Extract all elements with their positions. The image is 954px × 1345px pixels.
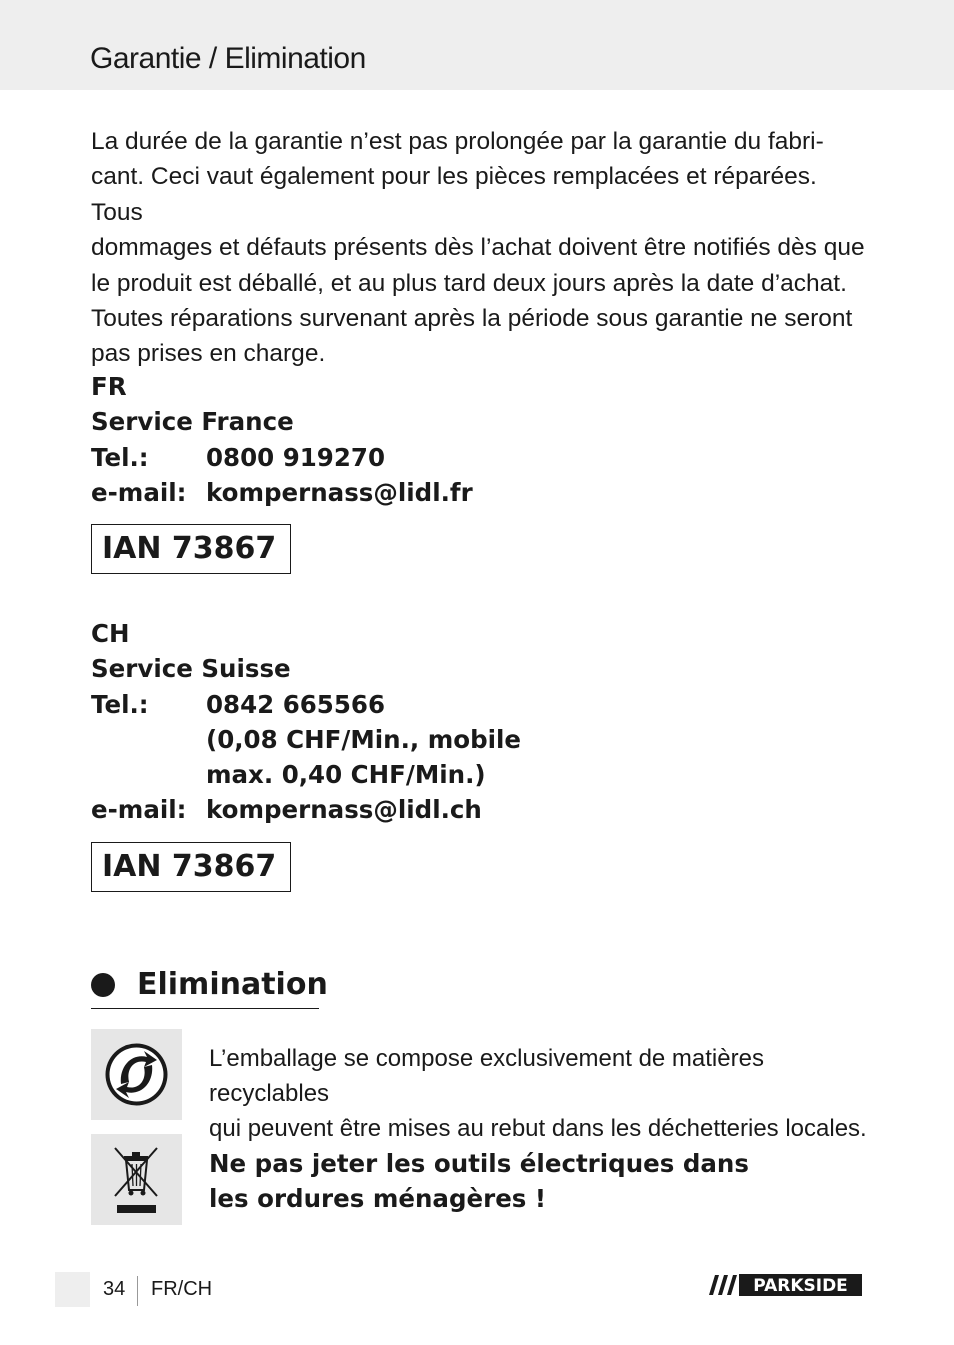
email-address: kompernass@lidl.ch [206, 795, 482, 825]
service-tel-row [91, 687, 521, 722]
paragraph-line: pas prises en charge. [91, 340, 326, 368]
email-label: e-mail: [91, 477, 187, 507]
tel-note: (0,08 CHF/Min., mobile [206, 724, 522, 754]
tel-number: 0800 919270 [206, 442, 386, 472]
page-number: 34 [103, 1278, 126, 1300]
ian-box: IAN 73867 [91, 524, 291, 574]
crossed-bin-icon [91, 1134, 182, 1225]
email-address: kompernass@lidl.fr [206, 477, 473, 507]
footer-marker [55, 1272, 90, 1307]
service-suisse-block [91, 616, 521, 828]
service-name: Service Suisse [91, 654, 291, 684]
tel-number: 0842 665566 [206, 689, 386, 719]
service-email-row [91, 792, 521, 827]
paragraph-line: La durée de la garantie n’est pas prolongée par la garantie du fabri- [91, 128, 824, 155]
service-name: Service France [91, 407, 294, 437]
service-email-row [91, 475, 473, 510]
ian-box: IAN 73867 [91, 842, 291, 892]
service-country: CH [91, 619, 130, 648]
paragraph-line: les ordures ménagères ! [209, 1184, 547, 1213]
green-dot-recycling-icon [91, 1029, 182, 1120]
recycling-icon-box [91, 1029, 182, 1120]
paragraph-line: le produit est déballé, et au plus tard deux jours après la date d’achat. [91, 269, 847, 297]
footer-divider [137, 1276, 138, 1306]
paragraph-line: Ne pas jeter les outils électriques dans [209, 1149, 749, 1178]
tel-label: Tel.: [91, 689, 149, 719]
brand-name: PARKSIDE [753, 1276, 848, 1296]
page-title: Garantie / Elimination [90, 42, 366, 75]
paragraph-line: Toutes réparations survenant après la période sous garantie ne seront [91, 305, 853, 333]
disposal-warning [209, 1146, 829, 1216]
packaging-text [209, 1041, 879, 1146]
service-tel-row [91, 440, 473, 475]
service-france-block [91, 369, 473, 510]
paragraph-line: qui peuvent être mises au rebut dans les déchetteries locales. [209, 1115, 867, 1142]
paragraph-line: cant. Ceci vaut également pour les pièces remplacées et réparées. Tous [91, 163, 817, 226]
service-tel-note-row [91, 722, 521, 757]
service-country: FR [91, 372, 127, 401]
parkside-logo [706, 1273, 864, 1297]
paragraph-line: L’emballage se compose exclusivement de matières recyclables [209, 1045, 764, 1107]
elimination-heading [91, 964, 328, 1009]
bullet-icon [91, 973, 115, 997]
footer-language: FR/CH [151, 1278, 213, 1300]
email-label: e-mail: [91, 795, 187, 825]
warranty-paragraph [91, 124, 871, 372]
tel-note: max. 0,40 CHF/Min.) [206, 760, 486, 790]
paragraph-line: dommages et défauts présents dès l’achat doivent être notifiés dès que [91, 234, 865, 262]
section-title: Elimination [137, 967, 328, 1002]
weee-icon-box [91, 1134, 182, 1225]
tel-label: Tel.: [91, 442, 149, 472]
service-tel-note-row [91, 757, 521, 792]
